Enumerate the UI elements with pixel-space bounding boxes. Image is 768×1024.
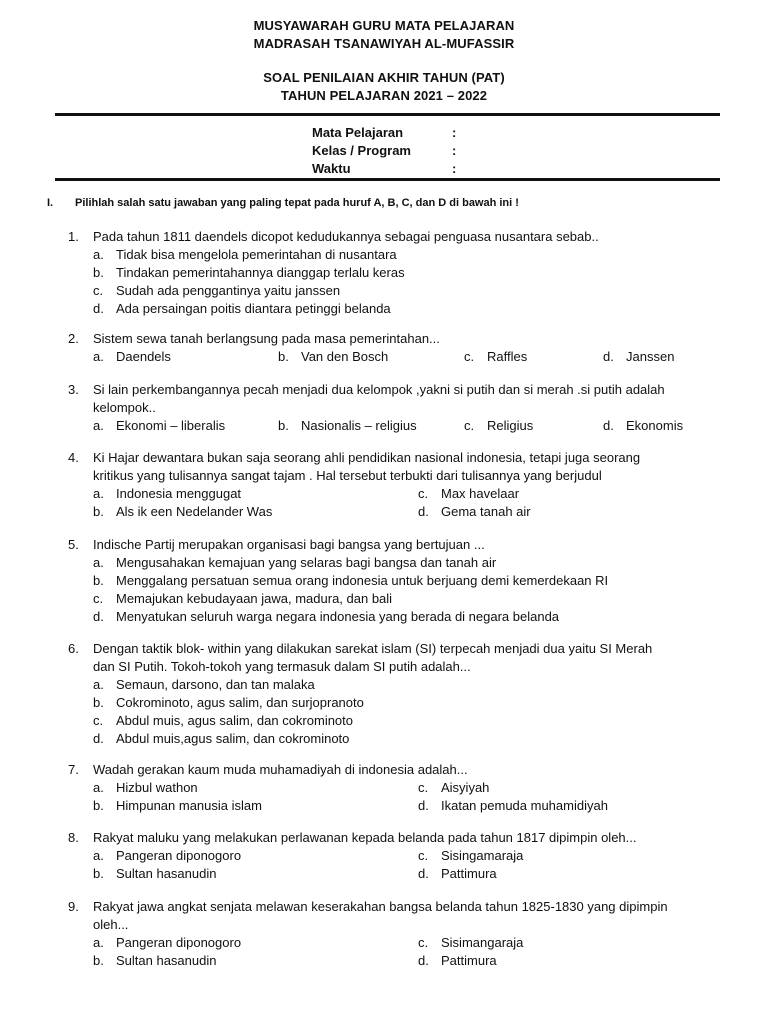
answer-option[interactable]	[93, 676, 315, 694]
answer-option-text: Daendels	[116, 349, 171, 364]
answer-option-letter: d.	[418, 953, 429, 968]
answer-option[interactable]	[418, 865, 497, 883]
answer-option-letter: a.	[93, 677, 104, 692]
answer-option-text: Memajukan kebudayaan jawa, madura, dan bali	[116, 591, 393, 606]
answer-option[interactable]	[464, 417, 533, 435]
question-text-line: kelompok..	[93, 400, 156, 415]
answer-option[interactable]	[278, 417, 417, 435]
answer-option-text: Ekonomis	[626, 418, 684, 433]
answer-option[interactable]	[93, 282, 340, 300]
info-class	[312, 143, 456, 158]
question-text-line: Si lain perkembangannya pecah menjadi dua kelompok ,yakni si putih dan si merah .si putih adalah	[93, 382, 665, 397]
answer-option-letter: d.	[418, 504, 429, 519]
answer-option-letter: c.	[93, 713, 104, 728]
answer-option[interactable]	[603, 348, 674, 366]
question-text	[93, 330, 718, 348]
info-subject-colon: :	[452, 125, 457, 140]
answer-option-text: Himpunan manusia islam	[116, 798, 262, 813]
answer-option-letter: a.	[93, 555, 104, 570]
question-number: 4.	[68, 450, 79, 465]
answer-option[interactable]	[93, 730, 349, 748]
header-school-year: TAHUN PELAJARAN 2021 – 2022	[280, 88, 488, 103]
answer-option-text: Pattimura	[441, 866, 497, 881]
question-text-line: Pada tahun 1811 daendels dicopot kedudukannya sebagai penguasa nusantara sebab..	[93, 229, 599, 244]
answer-option-letter: d.	[418, 798, 429, 813]
answer-option-letter: b.	[93, 953, 104, 968]
answer-option[interactable]	[93, 264, 405, 282]
answer-option-letter: b.	[93, 265, 104, 280]
answer-option-text: Abdul muis,agus salim, dan cokrominoto	[116, 731, 350, 746]
answer-option-text: Tidak bisa mengelola pemerintahan di nusantara	[116, 247, 397, 262]
header-exam-title: SOAL PENILAIAN AKHIR TAHUN (PAT)	[263, 70, 505, 85]
answer-option-letter: b.	[93, 695, 104, 710]
answer-option[interactable]	[93, 485, 241, 503]
answer-option-letter: b.	[93, 504, 104, 519]
section-instruction-text: Pilihlah salah satu jawaban yang paling tepat pada huruf A, B, C, dan D di bawah ini !	[75, 197, 519, 209]
question-text	[93, 898, 718, 934]
answer-option[interactable]	[418, 779, 489, 797]
question-number: 7.	[68, 762, 79, 777]
question-number: 3.	[68, 382, 79, 397]
question-number: 9.	[68, 899, 79, 914]
answer-option[interactable]	[93, 503, 272, 521]
header-organization: MUSYAWARAH GURU MATA PELAJARAN	[253, 18, 515, 33]
answer-option-text: Gema tanah air	[441, 504, 531, 519]
answer-option-text: Hizbul wathon	[116, 780, 198, 795]
answer-option-text: Sultan hasanudin	[116, 866, 217, 881]
answer-option-text: Pattimura	[441, 953, 497, 968]
question-text	[93, 761, 718, 779]
answer-option-letter: d.	[93, 731, 104, 746]
answer-option-text: Als ik een Nedelander Was	[116, 504, 273, 519]
answer-option-text: Nasionalis – religius	[301, 418, 417, 433]
info-time-label: Waktu	[312, 161, 351, 176]
answer-option-letter: c.	[418, 486, 429, 501]
answer-option-text: Sisimangaraja	[441, 935, 524, 950]
answer-option[interactable]	[93, 590, 392, 608]
answer-option[interactable]	[93, 348, 171, 366]
question-text-line: Rakyat jawa angkat senjata melawan keserakahan bangsa belanda tahun 1825-1830 yang dipimpin	[93, 899, 668, 914]
question-text-line: Ki Hajar dewantara bukan saja seorang ahli pendidikan nasional indonesia, tetapi juga seorang	[93, 450, 641, 465]
answer-option[interactable]	[278, 348, 388, 366]
answer-option-letter: b.	[93, 866, 104, 881]
answer-option[interactable]	[93, 246, 397, 264]
answer-option[interactable]	[93, 712, 353, 730]
answer-option-text: Van den Bosch	[301, 349, 389, 364]
answer-option-text: Sudah ada penggantinya yaitu janssen	[116, 283, 341, 298]
question-text	[93, 829, 718, 847]
answer-option[interactable]	[93, 554, 496, 572]
answer-option-text: Pangeran diponogoro	[116, 848, 242, 863]
header-school: MADRASAH TSANAWIYAH AL-MUFASSIR	[253, 36, 515, 51]
question-text-line: Wadah gerakan kaum muda muhamadiyah di indonesia adalah...	[93, 762, 468, 777]
question-text-line: Indische Partij merupakan organisasi bagi bangsa yang bertujuan ...	[93, 537, 485, 552]
question-number: 6.	[68, 641, 79, 656]
answer-option-text: Sultan hasanudin	[116, 953, 217, 968]
answer-option[interactable]	[93, 572, 608, 590]
answer-option[interactable]	[418, 934, 523, 952]
answer-option-text: Menggalang persatuan semua orang indonesia untuk berjuang demi kemerdekaan RI	[116, 573, 609, 588]
question-text	[93, 640, 718, 676]
answer-option-text: Abdul muis, agus salim, dan cokrominoto	[116, 713, 354, 728]
answer-option-letter: c.	[93, 591, 104, 606]
question-number: 8.	[68, 830, 79, 845]
answer-option[interactable]	[418, 952, 497, 970]
answer-option-letter: d.	[603, 418, 614, 433]
answer-option-text: Max havelaar	[441, 486, 520, 501]
question-text-line: Sistem sewa tanah berlangsung pada masa pemerintahan...	[93, 331, 440, 346]
info-class-label: Kelas / Program	[312, 143, 411, 158]
answer-option[interactable]	[93, 608, 559, 626]
answer-option[interactable]	[418, 503, 531, 521]
answer-option[interactable]	[93, 779, 198, 797]
info-subject	[312, 125, 456, 140]
answer-option-letter: d.	[603, 349, 614, 364]
answer-option-text: Indonesia menggugat	[116, 486, 242, 501]
answer-option-letter: c.	[93, 283, 104, 298]
answer-option-letter: b.	[278, 418, 289, 433]
answer-option[interactable]	[93, 694, 364, 712]
answer-option-letter: c.	[464, 349, 475, 364]
answer-option-letter: c.	[418, 848, 429, 863]
question-text-line: kritikus yang tulisannya sangat tajam . Hal tersebut terbukti dari tulisannya yang berjudul	[93, 468, 602, 483]
answer-option-text: Religius	[487, 418, 534, 433]
answer-option-text: Raffles	[487, 349, 528, 364]
answer-option-text: Tindakan pemerintahannya dianggap terlalu keras	[116, 265, 405, 280]
answer-option[interactable]	[464, 348, 527, 366]
answer-option[interactable]	[418, 797, 608, 815]
header-rule-top	[55, 113, 720, 116]
answer-option[interactable]	[93, 952, 216, 970]
question-number: 1.	[68, 229, 79, 244]
answer-option-text: Janssen	[626, 349, 675, 364]
answer-option-text: Ada persaingan poitis diantara petinggi belanda	[116, 301, 391, 316]
question-number: 5.	[68, 537, 79, 552]
question-text-line: oleh...	[93, 917, 129, 932]
answer-option-text: Menyatukan seluruh warga negara indonesia yang berada di negara belanda	[116, 609, 560, 624]
answer-option-letter: c.	[464, 418, 475, 433]
answer-option-text: Pangeran diponogoro	[116, 935, 242, 950]
answer-option[interactable]	[93, 300, 391, 318]
answer-option-letter: b.	[93, 798, 104, 813]
answer-option[interactable]	[93, 417, 225, 435]
question-text-line: Dengan taktik blok- within yang dilakukan sarekat islam (SI) terpecah menjadi dua yaitu SI Merah	[93, 641, 653, 656]
answer-option-text: Semaun, darsono, dan tan malaka	[116, 677, 315, 692]
answer-option-text: Aisyiyah	[441, 780, 490, 795]
answer-option[interactable]	[93, 865, 216, 883]
question-text-line: Rakyat maluku yang melakukan perlawanan kepada belanda pada tahun 1817 dipimpin oleh...	[93, 830, 637, 845]
answer-option-letter: c.	[418, 780, 429, 795]
answer-option-letter: a.	[93, 349, 104, 364]
question-text-line: dan SI Putih. Tokoh-tokoh yang termasuk dalam SI putih adalah...	[93, 659, 471, 674]
info-subject-label: Mata Pelajaran	[312, 125, 404, 140]
question-text	[93, 449, 718, 485]
answer-option-text: Ikatan pemuda muhamidiyah	[441, 798, 608, 813]
answer-option-text: Mengusahakan kemajuan yang selaras bagi bangsa dan tanah air	[116, 555, 497, 570]
answer-option[interactable]	[418, 485, 519, 503]
answer-option-letter: a.	[93, 247, 104, 262]
answer-option-letter: a.	[93, 418, 104, 433]
question-text	[93, 228, 718, 246]
info-time	[312, 161, 456, 176]
answer-option-letter: b.	[93, 573, 104, 588]
answer-option-text: Sisingamaraja	[441, 848, 524, 863]
question-text	[93, 381, 718, 417]
answer-option-letter: a.	[93, 935, 104, 950]
answer-option-letter: d.	[93, 609, 104, 624]
answer-option-letter: d.	[418, 866, 429, 881]
header-rule-bottom	[55, 178, 720, 181]
question-number: 2.	[68, 331, 79, 346]
answer-option-letter: c.	[418, 935, 429, 950]
answer-option-letter: b.	[278, 349, 289, 364]
answer-option-letter: a.	[93, 486, 104, 501]
answer-option[interactable]	[418, 847, 523, 865]
info-time-colon: :	[452, 161, 457, 176]
answer-option-letter: d.	[93, 301, 104, 316]
answer-option[interactable]	[93, 847, 241, 865]
answer-option-letter: a.	[93, 780, 104, 795]
answer-option-text: Cokrominoto, agus salim, dan surjopranoto	[116, 695, 364, 710]
answer-option-text: Ekonomi – liberalis	[116, 418, 226, 433]
info-class-colon: :	[452, 143, 457, 158]
answer-option[interactable]	[93, 797, 262, 815]
answer-option[interactable]	[603, 417, 683, 435]
section-number: I.	[47, 197, 54, 209]
section-instruction	[47, 197, 747, 209]
answer-option[interactable]	[93, 934, 241, 952]
question-text	[93, 536, 718, 554]
answer-option-letter: a.	[93, 848, 104, 863]
